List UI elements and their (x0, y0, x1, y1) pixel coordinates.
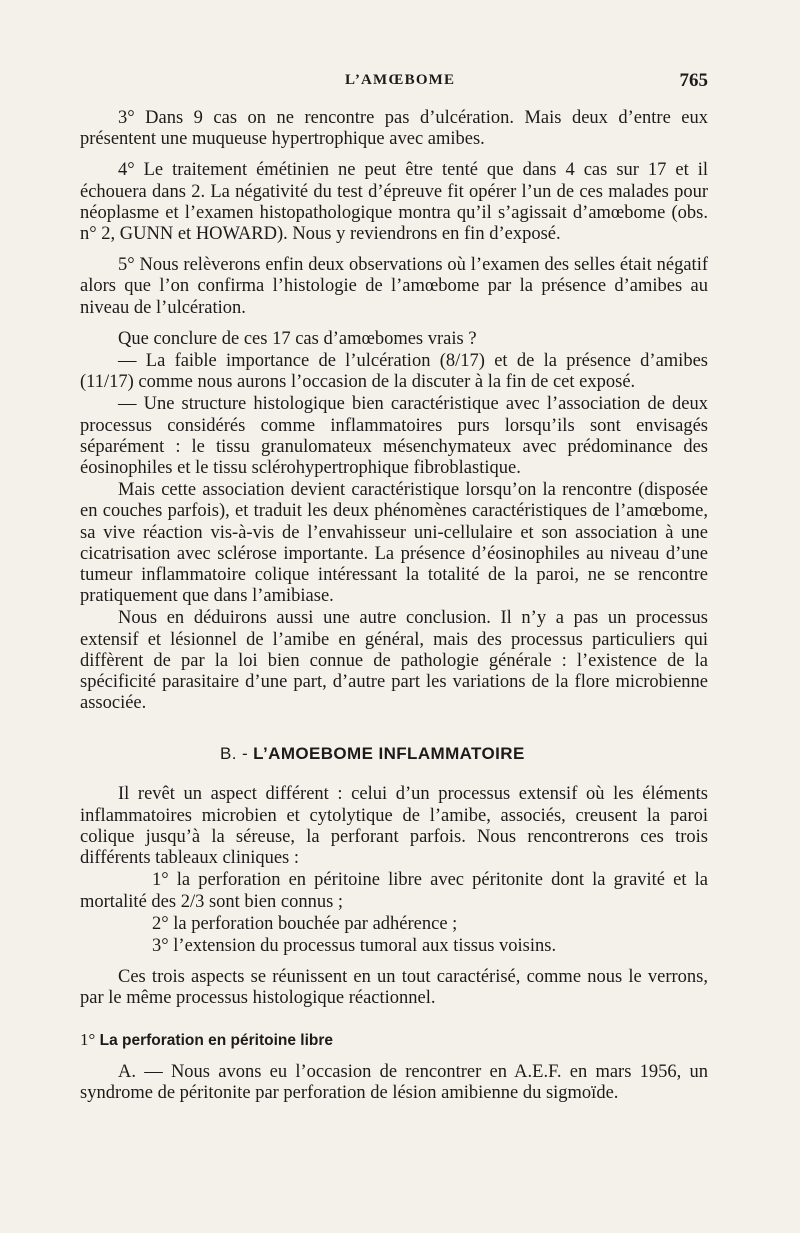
list-item: 2° la perforation bouchée par adhérence ; (152, 913, 458, 934)
paragraph: Il revêt un aspect différent : celui d’un processus extensif où les éléments inflammatoires microbien et cytolytique de l’amibe, associés, creusent la paroi colique jusqu’à la séreuse, la perforant parfois. Nous rencontrerons ces trois différents tableaux cliniques : (80, 784, 708, 869)
subsection-heading (80, 1030, 708, 1050)
paragraph: 5° Nous relèverons enfin deux observations où l’examen des selles était négatif alors que l’on confirma l’histologie de l’amœbome par la présence d’amibes au niveau de l’ulcération. (80, 255, 708, 318)
section-letter: B. - (220, 744, 249, 764)
page-number: 765 (679, 70, 708, 91)
page-body (80, 108, 708, 1104)
paragraph: Mais cette association devient caractéristique lorsqu’on la rencontre (disposée en couches parfois), et traduit les deux phénomènes caractéristiques de l’amœbome, sa vive réaction vis-à-vis de l’envahisseur uni-cellulaire et son association à une cicatrisation avec sclérose importante. La présence d’éosinophiles au niveau d’une tumeur inflammatoire colique intéressant la totalité de la paroi, ne se rencontre pratiquement que dans l’amibiase. (80, 480, 708, 607)
subsection-title: La perforation en péritoine libre (99, 1031, 334, 1049)
section-heading (80, 744, 708, 764)
subsection-number: 1° (80, 1029, 96, 1049)
paragraph: Ces trois aspects se réunissent en un tout caractérisé, comme nous le verrons, par le même processus histologique réactionnel. (80, 967, 708, 1009)
paragraph: A. — Nous avons eu l’occasion de rencontrer en A.E.F. en mars 1956, un syndrome de péritonite par perforation de lésion amibienne du sigmoïde. (80, 1061, 708, 1103)
running-title: L’AMŒBOME (345, 72, 456, 88)
page-header (80, 70, 708, 96)
list-item: 1° la perforation en péritoine libre avec péritonite dont la gravité et la mortalité des 2/3 sont bien connus ; (80, 870, 708, 912)
paragraph: Que conclure de ces 17 cas d’amœbomes vrais ? (118, 328, 477, 349)
paragraph: — Une structure histologique bien caractéristique avec l’association de deux processus considérés comme inflammatoires purs lorsqu’ils sont envisagés séparément : le tissu granulomateux mésenchymateux avec prédominance des éosinophiles et le tissu sclérohypertrophique fibroblastique. (80, 394, 708, 479)
paragraph: 3° Dans 9 cas on ne rencontre pas d’ulcération. Mais deux d’entre eux présentent une muqueuse hypertrophique avec amibes. (80, 108, 708, 150)
list-item: 3° l’extension du processus tumoral aux tissus voisins. (152, 935, 557, 956)
paragraph: Nous en déduirons aussi une autre conclusion. Il n’y a pas un processus extensif et lésionnel de l’amibe en général, mais des processus particuliers qui diffèrent de par la loi bien connue de pathologie générale : l’existence de la spécificité parasitaire d’une part, d’autre part les variations de la flore microbienne associée. (80, 608, 708, 714)
section-title: L’AMOEBOME INFLAMMATOIRE (253, 744, 525, 764)
paragraph: — La faible importance de l’ulcération (8/17) et de la présence d’amibes (11/17) comme nous aurons l’occasion de la discuter à la fin de cet exposé. (80, 351, 708, 393)
paragraph: 4° Le traitement émétinien ne peut être tenté que dans 4 cas sur 17 et il échouera dans 2. La négativité du test d’épreuve fit opérer l’un de ces malades pour néoplasme et l’examen histopathologique montra qu’il s’agissait d’amœbome (obs. n° 2, GUNN et HOWARD). Nous y reviendrons en fin d’exposé. (80, 160, 708, 245)
